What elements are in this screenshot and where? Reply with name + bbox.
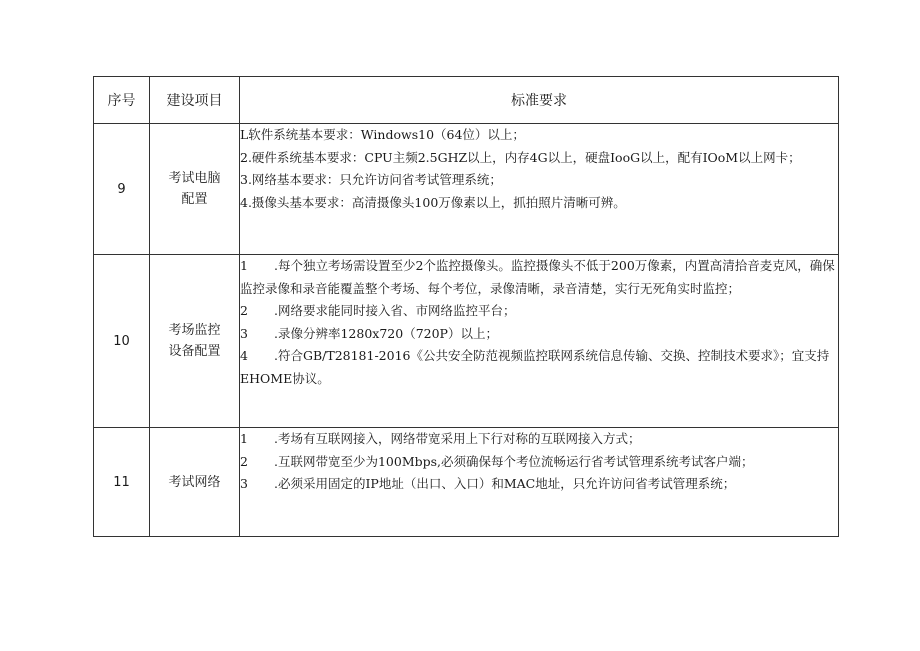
requirement-line: 3.网络基本要求：只允许访问省考试管理系统； [240, 172, 502, 187]
line-number: 2 [240, 303, 248, 318]
header-row [94, 77, 839, 124]
table-row [94, 124, 839, 255]
line-text: .必须采用固定的IP地址（出口、入口）和MAC地址，只允许访问省考试管理系统； [274, 476, 736, 491]
row-num: 11 [94, 428, 150, 537]
requirement-line [240, 300, 838, 323]
line-number: 2 [240, 453, 248, 469]
requirement-line: 4.摄像头基本要求：高清摄像头100万像素以上，抓拍照片清晰可辨。 [240, 194, 626, 210]
line-number: 1 [240, 258, 248, 273]
requirement-line [240, 323, 838, 346]
row-item: 考试电脑配置 [168, 171, 221, 207]
table-row [94, 428, 839, 537]
row-item: 考场监控设备配置 [168, 323, 221, 359]
line-number: 3 [240, 476, 248, 491]
row-requirements [240, 255, 839, 428]
header-requirement: 标准要求 [240, 77, 839, 124]
table-row [94, 255, 839, 428]
requirement-line: L软件系统基本要求：Windows10（64位）以上； [240, 127, 525, 142]
requirement-line [240, 428, 838, 451]
line-text: .考场有互联网接入，网络带宽采用上下行对称的互联网接入方式； [274, 431, 641, 446]
header-item: 建设项目 [150, 77, 240, 124]
line-number: 4 [240, 348, 248, 363]
line-text: .录像分辨率1280x720（720P）以上； [274, 325, 498, 341]
row-item: 考试网络 [168, 474, 221, 490]
row-num: 10 [94, 255, 150, 428]
line-number: 1 [240, 431, 248, 446]
line-number: 3 [240, 325, 248, 341]
row-requirements [240, 428, 839, 537]
line-text: .每个独立考场需设置至少2个监控摄像头。监控摄像头不低于200万像素，内置高清拾音麦克风，确保监控录像和录音能覆盖整个考场、每个考位，录像清晰，录音清楚，实行无死角实时监控； [240, 258, 835, 296]
line-text: .互联网带宽至少为100Mbps,必须确保每个考位流畅运行省考试管理系统考试客户端； [274, 453, 754, 469]
requirement-line: 2.硬件系统基本要求：CPU主频2.5GHZ以上，内存4G以上，硬盘IooG以上，配有IOoM以上网卡； [240, 149, 801, 165]
line-text: .网络要求能同时接入省、市网络监控平台； [274, 303, 516, 318]
requirements-table [93, 76, 839, 537]
requirement-line [240, 473, 838, 496]
line-text: .符合GB/T28181-2016《公共安全防范视频监控联网系统信息传输、交换、控制技术要求》；宜支持EHOME协议。 [240, 348, 830, 386]
row-requirements [240, 124, 839, 255]
requirement-line [240, 345, 838, 390]
requirement-line [240, 451, 838, 474]
row-num: 9 [94, 124, 150, 255]
requirement-line [240, 255, 838, 300]
header-num: 序号 [94, 77, 150, 124]
